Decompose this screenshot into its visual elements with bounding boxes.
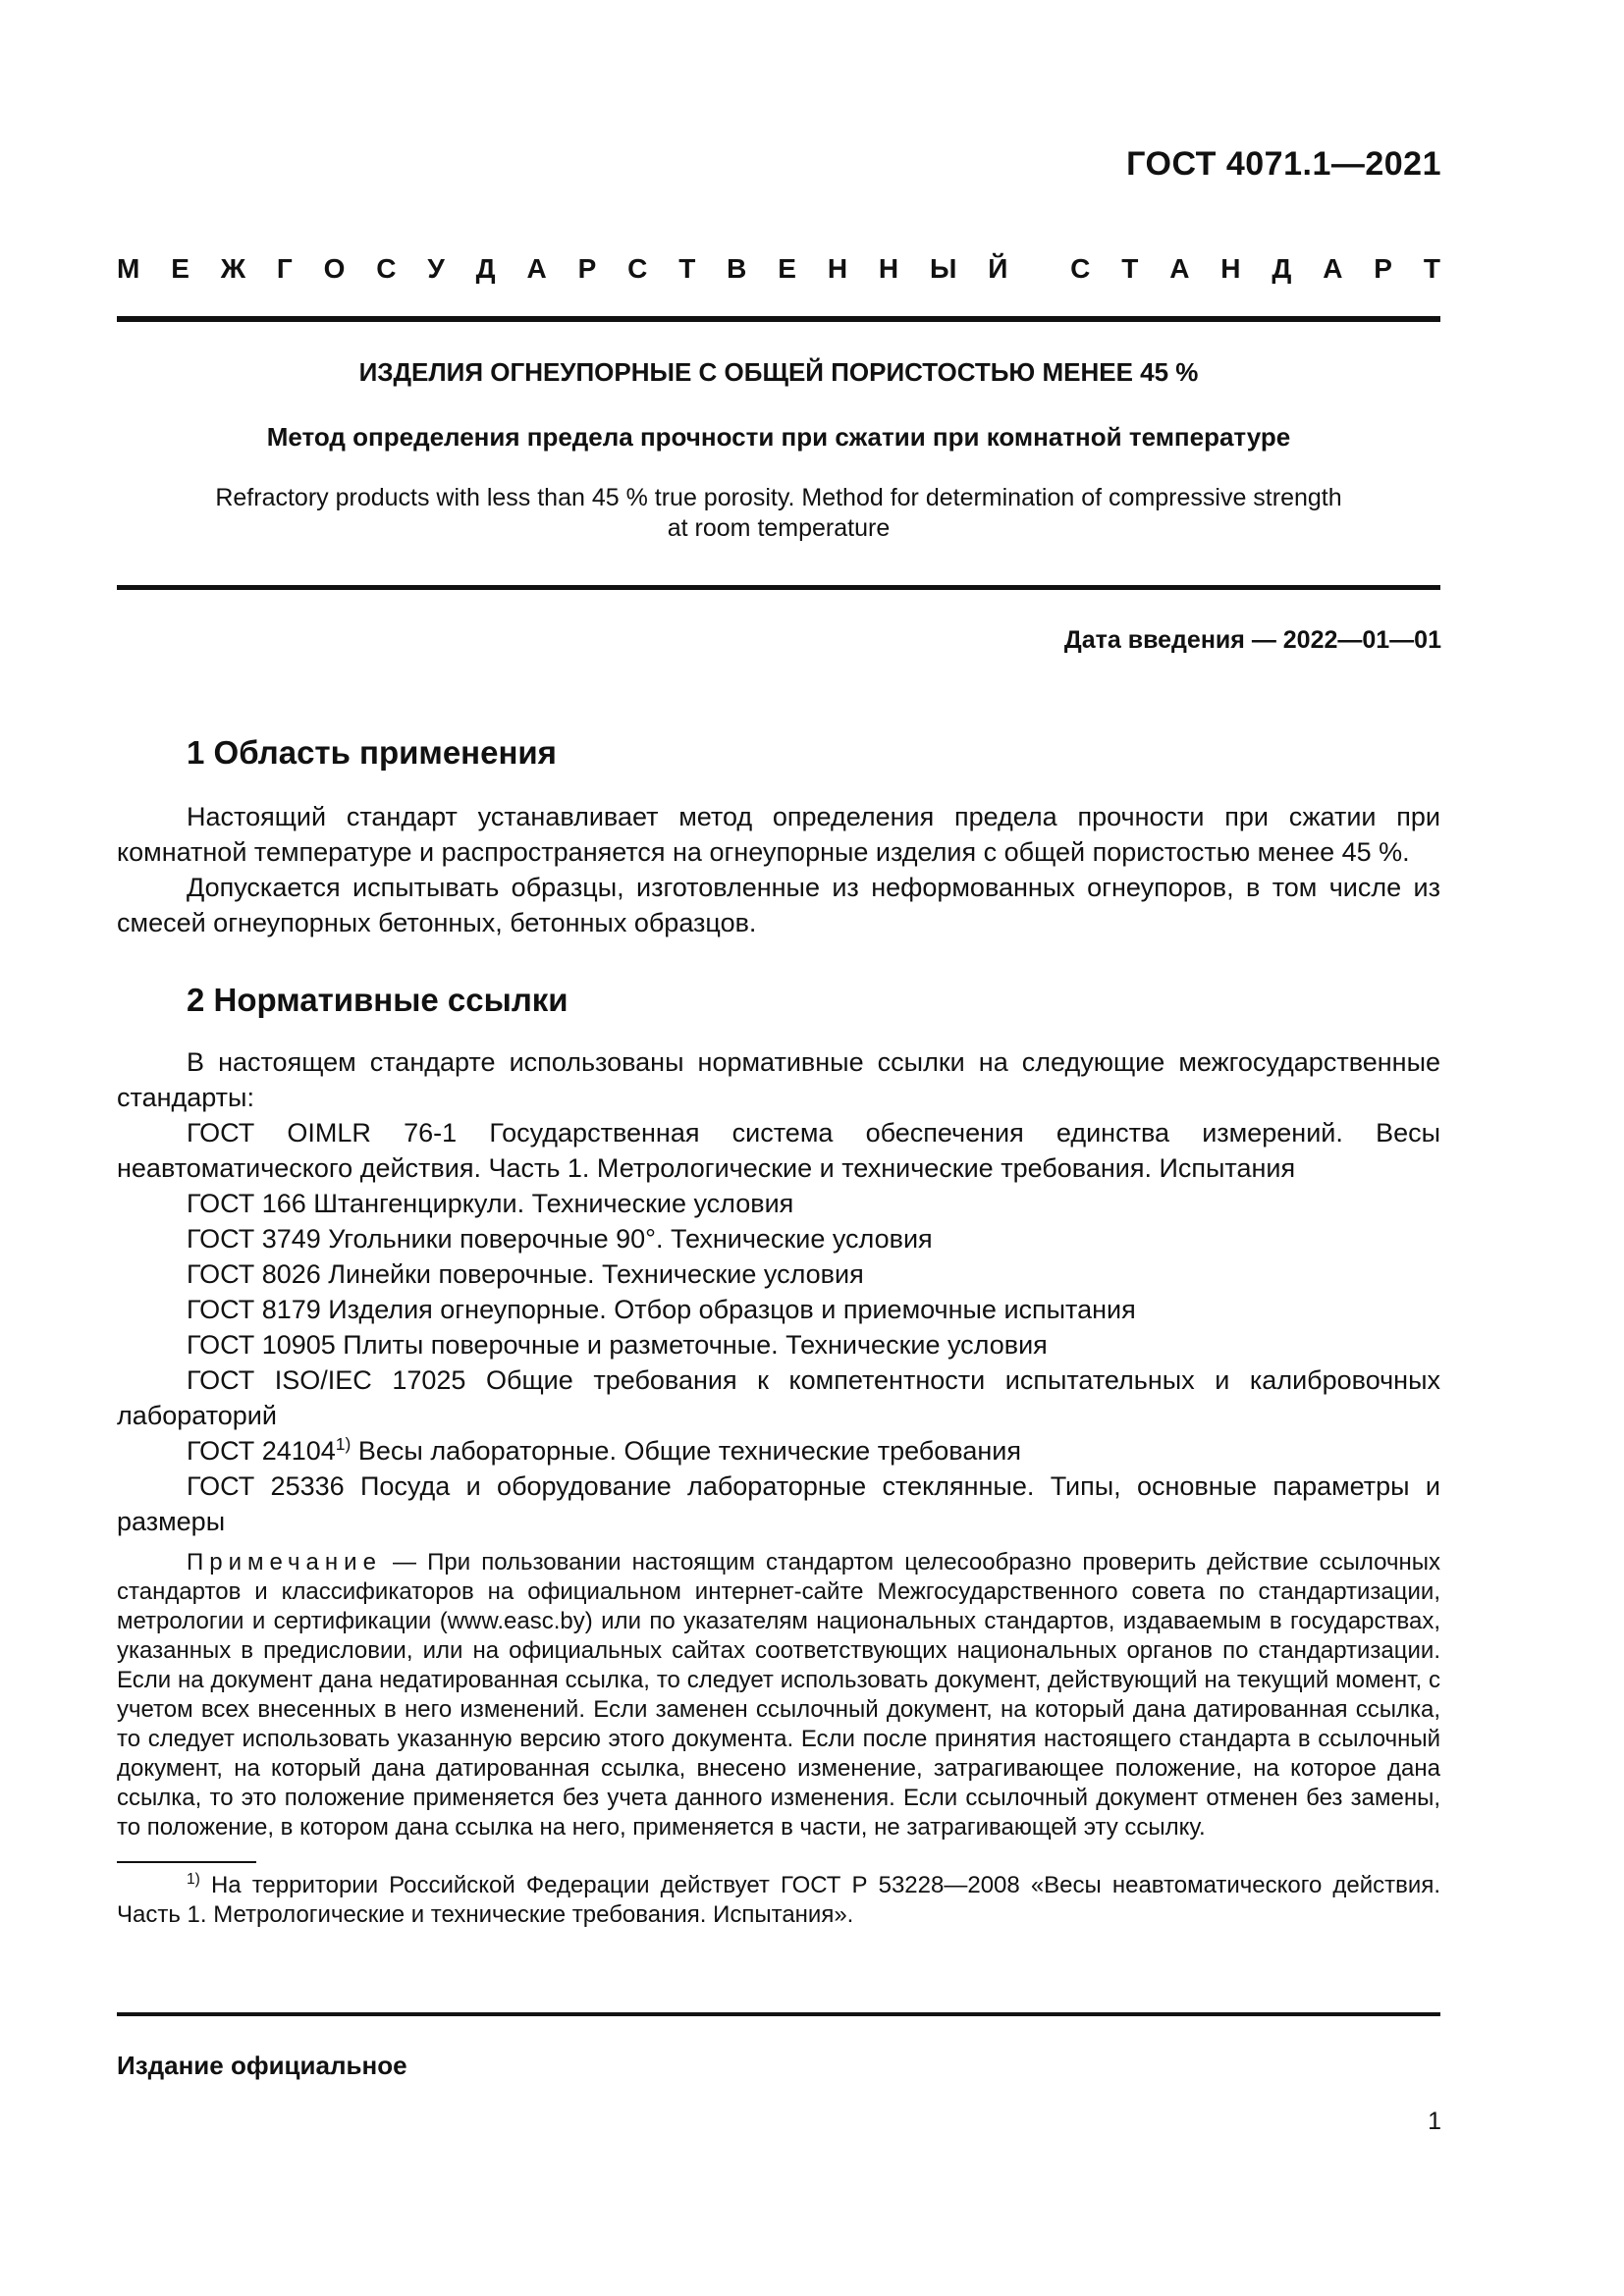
section-1-heading: 1 Область применения <box>187 734 557 771</box>
standard-type-letter: С <box>1070 253 1091 284</box>
english-title <box>117 483 1440 544</box>
standard-type-letter: А <box>526 253 547 284</box>
standard-type-letter: А <box>1169 253 1190 284</box>
page-number: 1 <box>1428 2108 1441 2135</box>
paragraph: Настоящий стандарт устанавливает метод определения предела прочности при сжатии при комнатной температуре и распространяется на огнеупорные изделия с общей пористостью менее 45 %. <box>117 802 1440 867</box>
reference-item: ГОСТ 8179 Изделия огнеупорные. Отбор образцов и приемочные испытания <box>187 1295 1136 1324</box>
note-text: — При пользовании настоящим стандартом целесообразно проверить действие ссылочных стандартов и классификаторов на официальном интернет-сайте Межгосударственного совета по стандартизации, метрологии и сертификации (www.easc.by) или по указателям национальных стандартов, издаваемым в государствах, указанных в предисловии, или на официальных сайтах соответствующих национальных органов по стандартизации. Если на документ дана недатированная ссылка, то следует использовать документ, действующий на текущий момент, с учетом всех внесенных в него изменений. Если заменен ссылочный документ, на который дана датированная ссылка, то следует использовать указанную версию этого документа. Если после принятия настоящего стандарта в ссылочный документ, на который дана датированная ссылка, внесено изменение, затрагивающее положение, на которое дана ссылка, то это положение применяется без учета данного изменения. Если ссылочный документ отменен без замены, то положение, в котором дана ссылка на него, применяется в части, не затрагивающей эту ссылку. <box>117 1549 1440 1841</box>
reference-item: ГОСТ 166 Штангенциркули. Технические условия <box>187 1189 794 1218</box>
note-block <box>117 1548 1440 1842</box>
introduction-date: Дата введения — 2022—01—01 <box>1063 626 1441 654</box>
english-title-line-1: Refractory products with less than 45 % true porosity. Method for determination of compressive strength <box>215 484 1342 511</box>
document-title: ИЗДЕЛИЯ ОГНЕУПОРНЫЕ С ОБЩЕЙ ПОРИСТОСТЬЮ МЕНЕЕ 45 % <box>358 357 1199 387</box>
standard-type-heading <box>117 253 1440 285</box>
standard-type-letter: Т <box>1121 253 1139 284</box>
standard-type-letter: Р <box>577 253 597 284</box>
reference-item: ГОСТ OIMLR 76-1 Государственная система обеспечения единства измерений. Весы неавтоматического действия. Часть 1. Метрологические и технические требования. Испытания <box>117 1118 1440 1183</box>
reference-item <box>117 1433 1440 1468</box>
footnote <box>117 1871 1440 1930</box>
standard-type-letter: Й <box>988 253 1008 284</box>
reference-item: ГОСТ 8026 Линейки поверочные. Технические условия <box>187 1259 864 1289</box>
paragraph: Допускается испытывать образцы, изготовленные из неформованных огнеупоров, в том числе из смесей огнеупорных бетонных, бетонных образцов. <box>117 873 1440 937</box>
reference-item: ГОСТ 3749 Угольники поверочные 90°. Технические условия <box>187 1224 933 1254</box>
standard-type-letter: С <box>376 253 397 284</box>
footnote-text: На территории Российской Федерации действует ГОСТ Р 53228—2008 «Весы неавтоматического действия. Часть 1. Метрологические и технические требования. Испытания». <box>117 1872 1440 1928</box>
standard-type-letter: О <box>323 253 346 284</box>
section-1-body <box>117 799 1440 940</box>
standard-type-letter: Н <box>1220 253 1241 284</box>
standard-type-letter: Т <box>1423 253 1440 284</box>
standard-type-letter: Р <box>1374 253 1392 284</box>
standard-type-letter: В <box>727 253 747 284</box>
footnote-separator <box>117 1861 256 1863</box>
standard-type-letter: Е <box>778 253 796 284</box>
standard-type-letter: Г <box>276 253 293 284</box>
standard-type-letter: С <box>627 253 648 284</box>
footnote-marker: 1) <box>187 1871 200 1888</box>
standard-type-letter: Д <box>475 253 496 284</box>
document-number: ГОСТ 4071.1—2021 <box>1126 145 1441 183</box>
reference-item: ГОСТ 10905 Плиты поверочные и разметочные. Технические условия <box>187 1330 1048 1360</box>
reference-code: ГОСТ 24104 <box>187 1436 336 1466</box>
document-subtitle: Метод определения предела прочности при сжатии при комнатной температуре <box>266 422 1291 452</box>
title-rule <box>117 585 1440 590</box>
reference-item: ГОСТ 25336 Посуда и оборудование лабораторные стеклянные. Типы, основные параметры и размеры <box>117 1471 1440 1536</box>
reference-title: Весы лабораторные. Общие технические требования <box>351 1436 1021 1466</box>
note-label: Примечание <box>187 1549 382 1575</box>
standard-type-letter: Д <box>1272 253 1292 284</box>
section-2-heading: 2 Нормативные ссылки <box>187 982 568 1018</box>
standard-type-letter: М <box>117 253 140 284</box>
paragraph: В настоящем стандарте использованы нормативные ссылки на следующие межгосударственные стандарты: <box>117 1047 1440 1112</box>
english-title-line-2: at room temperature <box>667 514 891 542</box>
reference-item: ГОСТ ISO/IEC 17025 Общие требования к компетентности испытательных и калибровочных лабораторий <box>117 1365 1440 1430</box>
section-2-body <box>117 1044 1440 1539</box>
standard-type-letter: Е <box>171 253 189 284</box>
standard-type-letter: У <box>427 253 445 284</box>
header-rule <box>117 316 1440 322</box>
standard-type-letter: Т <box>678 253 696 284</box>
standard-type-letter: Н <box>878 253 899 284</box>
footnote-marker: 1) <box>335 1434 352 1454</box>
footer-rule <box>117 2012 1440 2016</box>
standard-type-letter: А <box>1323 253 1343 284</box>
official-edition-label: Издание официальное <box>117 2051 407 2080</box>
standard-type-letter: Ж <box>220 253 246 284</box>
standard-type-letter: Н <box>827 253 848 284</box>
standard-type-letter: Ы <box>930 253 957 284</box>
